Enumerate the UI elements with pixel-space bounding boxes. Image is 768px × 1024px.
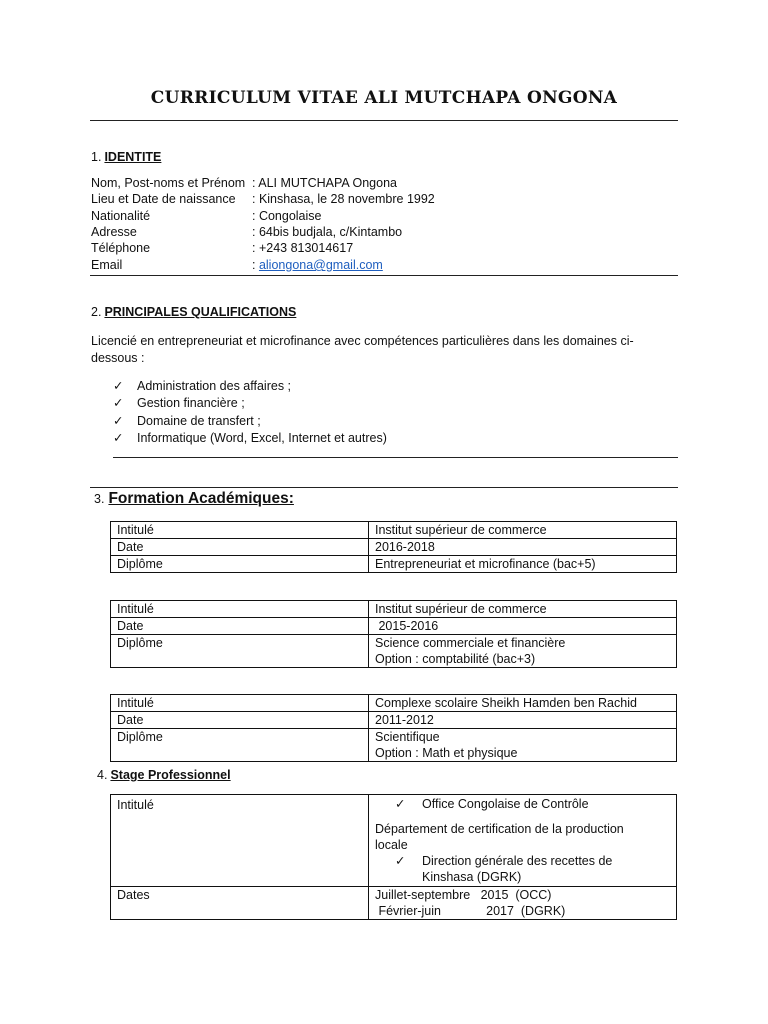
internship-item xyxy=(375,796,670,812)
qualification-text: Domaine de transfert ; xyxy=(137,414,261,428)
page-title: CURRICULUM VITAE ALI MUTCHAPA ONGONA xyxy=(150,88,618,108)
checkmark-icon: ✓ xyxy=(113,379,124,393)
section3-top-divider xyxy=(90,487,678,488)
table-label-cell: Intitulé xyxy=(111,522,369,539)
section1-divider xyxy=(90,275,678,276)
checkmark-icon: ✓ xyxy=(395,797,406,811)
department-line: Département de certification de la production xyxy=(375,822,624,836)
table-row xyxy=(111,618,677,635)
table-label-cell: Intitulé xyxy=(111,695,369,712)
qualification-item xyxy=(113,430,387,445)
diploma-option: Option : Math et physique xyxy=(375,746,518,760)
table-value-cell xyxy=(369,729,677,762)
table-row xyxy=(111,601,677,618)
education-table-1 xyxy=(110,521,677,573)
section-title: IDENTITE xyxy=(104,150,162,164)
table-value-cell: Institut supérieur de commerce xyxy=(369,601,677,618)
table-label-cell: Diplôme xyxy=(111,556,369,573)
table-value-cell: Entrepreneuriat et microfinance (bac+5) xyxy=(369,556,677,573)
section-title: Stage Professionnel xyxy=(110,768,231,782)
qualification-text: Gestion financière ; xyxy=(137,396,245,410)
table-label-cell: Intitulé xyxy=(111,795,369,887)
intro-line: dessous : xyxy=(91,351,145,365)
table-value-cell: Institut supérieur de commerce xyxy=(369,522,677,539)
dates-line: Février-juin 2017 (DGRK) xyxy=(375,904,566,918)
checkmark-icon: ✓ xyxy=(113,431,124,445)
intro-line: Licencié en entrepreneuriat et microfinance avec compétences particulières dans les domaines ci- xyxy=(91,334,634,348)
education-table-3 xyxy=(110,694,677,762)
identity-value: : Congolaise xyxy=(252,209,322,223)
table-row xyxy=(111,635,677,668)
dates-line: Juillet-septembre 2015 (OCC) xyxy=(375,888,552,902)
diploma-line: Scientifique xyxy=(375,730,440,744)
checkmark-icon: ✓ xyxy=(395,854,406,868)
table-row xyxy=(111,795,677,887)
table-label-cell: Date xyxy=(111,618,369,635)
title-divider xyxy=(90,120,678,121)
qualifications-intro xyxy=(91,333,671,367)
identity-value: : Kinshasa, le 28 novembre 1992 xyxy=(252,192,435,206)
table-label-cell: Intitulé xyxy=(111,601,369,618)
qualification-item xyxy=(113,395,245,410)
checkmark-icon: ✓ xyxy=(113,414,124,428)
table-value-cell: 2011-2012 xyxy=(369,712,677,729)
diploma-line: Science commerciale et financière xyxy=(375,636,566,650)
section-number: 2. xyxy=(91,305,102,319)
section-number: 3. xyxy=(94,492,105,506)
identity-value: : ALI MUTCHAPA Ongona xyxy=(252,176,397,190)
table-row xyxy=(111,522,677,539)
internship-department xyxy=(375,821,670,853)
internship-org-continued: Kinshasa (DGRK) xyxy=(422,870,522,884)
section-qualifications-heading xyxy=(91,305,296,319)
qualification-item xyxy=(113,378,291,393)
identity-value xyxy=(252,258,383,272)
section2-divider xyxy=(113,457,678,458)
internship-item xyxy=(375,853,670,869)
table-row xyxy=(111,695,677,712)
checkmark-icon: ✓ xyxy=(113,396,124,410)
identity-label: Nationalité xyxy=(91,209,151,223)
identity-label: Lieu et Date de naissance xyxy=(91,192,236,206)
table-label-cell: Diplôme xyxy=(111,729,369,762)
table-label-cell: Date xyxy=(111,712,369,729)
table-label-cell: Diplôme xyxy=(111,635,369,668)
section-title: PRINCIPALES QUALIFICATIONS xyxy=(104,305,297,319)
table-row xyxy=(111,539,677,556)
table-value-cell: 2016-2018 xyxy=(369,539,677,556)
section-number: 4. xyxy=(97,768,108,782)
qualification-text: Administration des affaires ; xyxy=(137,379,292,393)
table-value-cell xyxy=(369,795,677,887)
table-value-cell: Complexe scolaire Sheikh Hamden ben Rachid xyxy=(369,695,677,712)
table-row xyxy=(111,712,677,729)
identity-value: : +243 813014617 xyxy=(252,241,354,255)
internship-org: Office Congolaise de Contrôle xyxy=(422,797,589,811)
section-title: Formation Académiques: xyxy=(108,490,294,507)
section-number: 1. xyxy=(91,150,102,164)
table-label-cell: Dates xyxy=(111,887,369,920)
identity-label: Nom, Post-noms et Prénom xyxy=(91,176,246,190)
section-stage-heading xyxy=(97,768,231,782)
table-row xyxy=(111,729,677,762)
section-formation-heading xyxy=(94,490,294,508)
identity-label: Téléphone xyxy=(91,241,151,255)
email-prefix: : xyxy=(252,258,259,272)
email-link[interactable]: aliongona@gmail.com xyxy=(258,258,383,272)
education-table-2 xyxy=(110,600,677,668)
identity-label: Email xyxy=(91,258,123,272)
table-row xyxy=(111,556,677,573)
identity-label: Adresse xyxy=(91,225,137,239)
table-label-cell: Date xyxy=(111,539,369,556)
internship-org: Direction générale des recettes de xyxy=(422,854,613,868)
diploma-option: Option : comptabilité (bac+3) xyxy=(375,652,536,666)
table-value-cell xyxy=(369,635,677,668)
identity-value: : 64bis budjala, c/Kintambo xyxy=(252,225,403,239)
qualification-text: Informatique (Word, Excel, Internet et autres) xyxy=(137,431,387,445)
section-identite-heading xyxy=(91,150,161,164)
department-line: locale xyxy=(375,838,408,852)
table-value-cell: 2015-2016 xyxy=(369,618,677,635)
table-value-cell xyxy=(369,887,677,920)
table-row xyxy=(111,887,677,920)
qualification-item xyxy=(113,413,261,428)
internship-table xyxy=(110,794,677,920)
